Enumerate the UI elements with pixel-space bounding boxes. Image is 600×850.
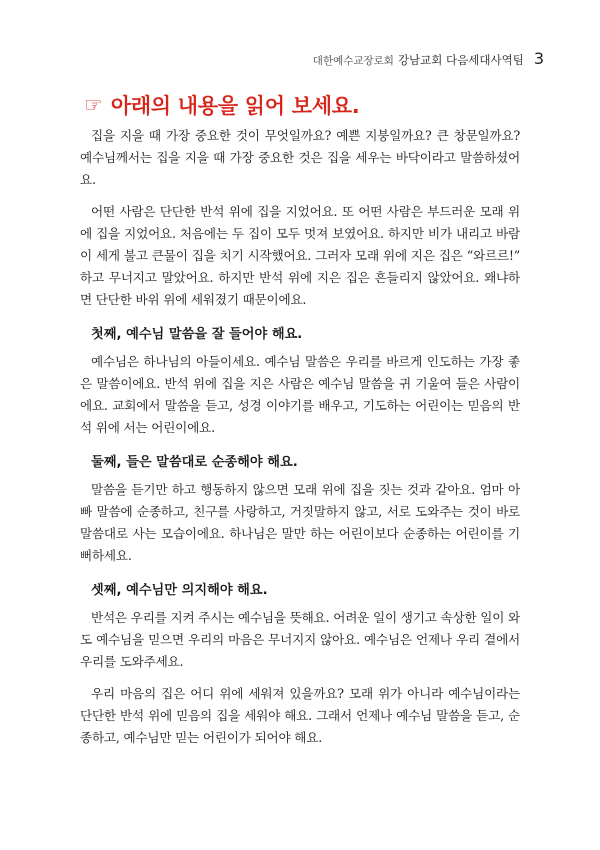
section-title [84, 90, 359, 120]
heading-second: 둘째, 들은 말씀대로 순종해야 해요. [91, 455, 298, 470]
page-header [313, 49, 544, 68]
header-church-team: 강남교회 다음세대사역팀 [397, 53, 524, 67]
paragraph-conclusion: 우리 마음의 집은 어디 위에 세워져 있을까요? 모래 위가 아니라 예수님이라는 단단한 반석 위에 믿음의 집을 세워야 해요. 그래서 언제나 예수님 말씀을 듣고, 순종하고, 예수님만 믿는 어린이가 되어야 해요. [80, 686, 520, 745]
section-title-text: 아래의 내용을 읽어 보세요. [110, 94, 360, 118]
header-org: 대한예수교장로회 [312, 55, 394, 67]
paragraph-third: 반석은 우리를 지켜 주시는 예수님을 뜻해요. 어려운 일이 생기고 속상한 일이 와도 예수님을 믿으면 우리의 마음은 무너지지 않아요. 예수님은 언제나 우리 곁에서 우리를 도와주세요. [80, 610, 520, 669]
heading-first: 첫째, 예수님 말씀을 잘 들어야 해요. [91, 327, 303, 342]
page-number: 3 [533, 49, 544, 68]
paragraph-story: 어떤 사람은 단단한 반석 위에 집을 지었어요. 또 어떤 사람은 부드러운 모래 위에 집을 지었어요. 처음에는 두 집이 모두 멋져 보였어요. 하지만 비가 내리고 바람이 세게 불고 큰물이 집을 치기 시작했어요. 그러자 모래 위에 지은 집은 “와르르!” 하고 무너지고 말았어요. 하지만 반석 위에 지은 집은 흔들리지 않았어요. 왜냐하면 단단한 바위 위에 세워졌기 때문이에요. [80, 204, 520, 307]
pointing-hand-icon: ☞ [84, 92, 103, 117]
paragraph-first: 예수님은 하나님의 아들이세요. 예수님 말씀은 우리를 바르게 인도하는 가장 좋은 말씀이에요. 반석 위에 집을 지은 사람은 예수님 말씀을 귀 기울여 들은 사람이에요. 교회에서 말씀을 듣고, 성경 이야기를 배우고, 기도하는 어린이는 믿음의 반석 위에 서는 어린이에요. [80, 354, 520, 435]
paragraph-second: 말씀을 듣기만 하고 행동하지 않으면 모래 위에 집을 짓는 것과 같아요. 엄마 아빠 말씀에 순종하고, 친구를 사랑하고, 거짓말하지 않고, 서로 도와주는 것이 바로 말씀대로 사는 모습이에요. 하나님은 말만 하는 어린이보다 순종하는 어린이를 기뻐하세요. [80, 482, 520, 563]
paragraph-intro: 집을 지을 때 가장 중요한 것이 무엇일까요? 예쁜 지붕일까요? 큰 창문일까요? 예수님께서는 집을 지을 때 가장 중요한 것은 집을 세우는 바닥이라고 말씀하셨어요. [80, 128, 520, 187]
heading-third: 셋째, 예수님만 의지해야 해요. [91, 583, 268, 598]
body-content [80, 125, 520, 759]
